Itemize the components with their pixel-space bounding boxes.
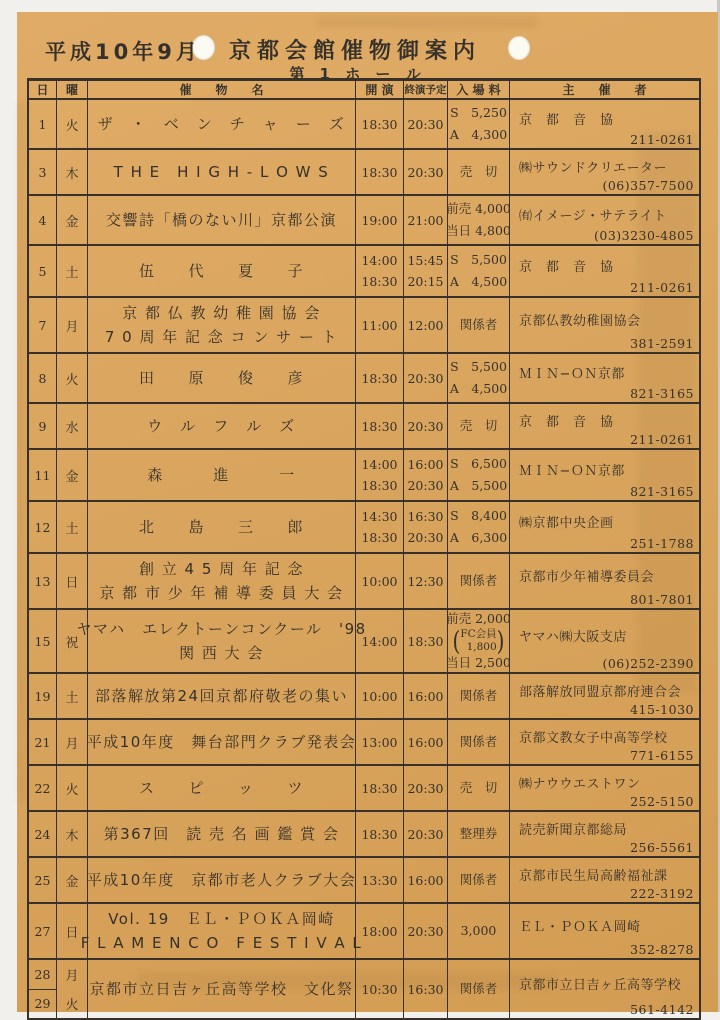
event-row	[29, 812, 699, 858]
end-time-value: 20:30	[407, 826, 444, 842]
end-time	[404, 904, 448, 958]
day-value: 28	[29, 960, 56, 990]
admission-line: S 8,400	[450, 507, 507, 523]
event-title	[88, 354, 356, 402]
day-cell: 7	[29, 298, 57, 352]
day-cell: 8	[29, 354, 57, 402]
event-title	[88, 100, 356, 148]
end-time	[404, 554, 448, 608]
end-time	[404, 960, 448, 1018]
admission-line: 売 切	[459, 779, 498, 795]
organizer-cell	[510, 354, 699, 402]
organizer-cell	[510, 150, 699, 194]
weekday-value: 火	[65, 998, 79, 1013]
header-weekday: 曜	[57, 81, 88, 98]
organizer-name: 京都仏教幼稚園協会	[519, 313, 641, 329]
event-row	[29, 766, 699, 812]
start-time	[356, 100, 404, 148]
organizer-phone: 381-2591	[630, 336, 694, 351]
weekday-cell: 金	[57, 196, 88, 244]
table-body	[29, 100, 699, 1018]
organizer-name: ㈱ナウウエストワン	[519, 776, 641, 792]
end-time-value: 15:45	[407, 252, 444, 268]
organizer-phone: 821-3165	[630, 484, 694, 499]
event-row	[29, 298, 699, 354]
organizer-name: ＭＩＮ−ＯＮ京都	[519, 366, 625, 382]
organizer-name: 京都市民生局高齢福祉課	[519, 868, 668, 884]
end-time	[404, 610, 448, 672]
weekday-cell: 火	[57, 354, 88, 402]
organizer-cell	[510, 404, 699, 448]
organizer-cell	[510, 610, 699, 672]
event-title-line: 平成10年度 舞台部門クラブ発表会	[86, 732, 357, 751]
event-title	[88, 960, 356, 1018]
admission-line: 関係者	[459, 572, 498, 588]
end-time	[404, 502, 448, 552]
admission-line: A 6,300	[449, 529, 508, 545]
organizer-name: ヤマハ㈱大阪支店	[519, 629, 627, 645]
weekday-cell: 日	[57, 904, 88, 958]
start-time-value: 19:00	[361, 212, 398, 228]
admission-cell	[448, 450, 510, 500]
end-time-value: 20:30	[407, 478, 444, 494]
end-time-value: 16:30	[407, 508, 444, 524]
end-time-value: 16:00	[407, 734, 444, 750]
organizer-phone: 211-0261	[630, 132, 694, 147]
admission-cell	[448, 246, 510, 296]
start-time	[356, 720, 404, 764]
organizer-phone: (06)357-7500	[602, 178, 694, 193]
organizer-phone: 561-4142	[630, 1002, 694, 1017]
admission-cell	[448, 196, 510, 244]
table-header	[29, 81, 699, 100]
weekday-cell: 祝	[57, 610, 88, 672]
organizer-cell	[510, 960, 699, 1018]
bleed-through-artifact	[317, 16, 537, 28]
admission-line: 前売 4,000	[446, 201, 511, 217]
start-time	[356, 960, 404, 1018]
start-time-value: 10:30	[361, 981, 398, 997]
organizer-name: 読売新聞京都総局	[519, 822, 628, 838]
organizer-name: ㈱サウンドクリエーター	[519, 160, 667, 176]
organizer-cell	[510, 720, 699, 764]
header-day: 日	[29, 81, 57, 98]
admission-line: 関係者	[459, 733, 498, 749]
event-row	[29, 150, 699, 196]
start-time-value: 18:30	[361, 780, 398, 796]
event-row	[29, 720, 699, 766]
admission-cell	[448, 298, 510, 352]
admission-line: S 6,500	[450, 455, 507, 471]
event-row	[29, 404, 699, 450]
organizer-name: 部落解放同盟京都府連合会	[519, 684, 682, 700]
event-title	[88, 858, 356, 902]
end-time-value: 20:30	[407, 370, 444, 386]
admission-cell	[448, 812, 510, 856]
start-time-value: 11:00	[361, 317, 398, 333]
event-title	[88, 150, 356, 194]
organizer-name: 京都文教女子中高等学校	[519, 730, 668, 746]
header-end: 終演予定	[404, 81, 448, 98]
end-time-value: 12:30	[407, 573, 444, 589]
organizer-name: ㈲イメージ・サテライト	[519, 208, 667, 224]
admission-line: 関係者	[459, 316, 498, 332]
end-time	[404, 766, 448, 810]
admission-cell	[448, 502, 510, 552]
event-title-line: T H E H I G H - L O W S	[113, 162, 330, 181]
paper	[17, 12, 718, 1017]
admission-line: 当日 2,500	[446, 654, 511, 670]
event-row	[29, 196, 699, 246]
event-row	[29, 502, 699, 554]
start-time	[356, 812, 404, 856]
admission-line: S 5,250	[450, 105, 507, 121]
start-time	[356, 404, 404, 448]
end-time-value: 20:30	[407, 418, 444, 434]
event-title	[88, 812, 356, 856]
end-time-value: 20:30	[407, 116, 444, 132]
event-row	[29, 450, 699, 502]
weekday-value: 月	[65, 969, 79, 984]
organizer-name: 京 都 音 協	[519, 414, 614, 430]
event-title-line: ウ ル フ ル ズ	[147, 416, 296, 435]
organizer-name: ＥＬ・ＰＯＫＡ岡崎	[519, 919, 641, 935]
admission-line: 前売 2,000	[446, 611, 511, 627]
end-time-value: 20:30	[407, 923, 444, 939]
event-title-line: ザ ・ ベ ン チ ャ ー ズ	[97, 114, 346, 133]
event-title-line: 京 都 仏 教 幼 稚 園 協 会	[122, 303, 321, 322]
admission-line: A 4,500	[449, 380, 508, 396]
admission-cell	[448, 766, 510, 810]
admission-line: 売 切	[459, 417, 498, 433]
day-cell: 25	[29, 858, 57, 902]
weekday-cell	[57, 960, 88, 1018]
event-row	[29, 904, 699, 960]
start-time-value: 10:00	[361, 688, 398, 704]
page-date: 平成10年9月	[45, 40, 201, 64]
day-cell: 19	[29, 674, 57, 718]
start-time-value: 18:30	[361, 478, 398, 494]
organizer-phone: 256-5561	[630, 840, 694, 855]
organizer-cell	[510, 246, 699, 296]
organizer-cell	[510, 502, 699, 552]
end-time-value: 21:00	[407, 212, 444, 228]
event-title	[88, 766, 356, 810]
event-title-line: 創 立 4 5 周 年 記 念	[139, 559, 304, 578]
header-start: 開 演	[356, 81, 404, 98]
organizer-phone: 771-6155	[630, 748, 694, 763]
admission-line: 関係者	[459, 871, 498, 887]
organizer-cell	[510, 766, 699, 810]
bleed-through-artifact	[17, 102, 26, 802]
start-time	[356, 196, 404, 244]
end-time-value: 20:30	[407, 780, 444, 796]
start-time-value: 18:30	[361, 274, 398, 290]
end-time	[404, 100, 448, 148]
event-title-line: 伍 代 夏 子	[138, 261, 304, 280]
event-title	[76, 610, 367, 672]
events-table	[27, 78, 701, 1020]
organizer-phone: (06)252-2390	[602, 656, 694, 671]
day-cell: 9	[29, 404, 57, 448]
event-row	[29, 100, 699, 150]
day-cell: 21	[29, 720, 57, 764]
event-title-line: 交響詩「橋のない川」京都公演	[105, 210, 337, 229]
fc-price	[460, 628, 496, 653]
header-organizer: 主 催 者	[562, 83, 647, 97]
day-cell: 13	[29, 554, 57, 608]
end-time	[404, 720, 448, 764]
fc-price-group	[452, 625, 505, 657]
event-row	[29, 610, 699, 674]
event-row	[29, 858, 699, 904]
end-time-value: 16:00	[407, 456, 444, 472]
organizer-phone: 211-0261	[630, 280, 694, 295]
day-cell: 3	[29, 150, 57, 194]
admission-line: A 4,300	[449, 126, 508, 142]
admission-cell	[448, 404, 510, 448]
end-time	[404, 354, 448, 402]
weekday-cell: 金	[57, 858, 88, 902]
punch-hole-icon	[508, 36, 530, 60]
event-title-line: 第367回 読 売 名 画 鑑 賞 会	[103, 824, 340, 843]
start-time	[356, 904, 404, 958]
end-time	[404, 858, 448, 902]
start-time-value: 18:30	[361, 418, 398, 434]
paren-open: (	[452, 625, 461, 657]
start-time	[356, 298, 404, 352]
start-time-value: 14:00	[361, 633, 398, 649]
end-time-value: 16:30	[407, 981, 444, 997]
day-value: 29	[34, 996, 51, 1012]
admission-cell	[448, 960, 510, 1018]
weekday-cell: 日	[57, 554, 88, 608]
event-row	[29, 674, 699, 720]
organizer-phone: 252-5150	[630, 794, 694, 809]
organizer-name: 京都市立日吉ヶ丘高等学校	[519, 977, 682, 993]
event-title-line: 北 島 三 郎	[138, 517, 304, 536]
organizer-cell	[510, 674, 699, 718]
start-time-value: 14:00	[361, 456, 398, 472]
day-cell: 11	[29, 450, 57, 500]
fc-value: 1,800	[466, 641, 497, 653]
header-event: 催 物 名	[88, 81, 356, 98]
start-time-value: 18:30	[361, 116, 398, 132]
end-time-value: 20:15	[407, 274, 444, 290]
admission-cell	[448, 904, 510, 958]
organizer-phone: 211-0261	[630, 432, 694, 447]
event-title-line: 平成10年度 京都市老人クラブ大会	[86, 870, 357, 889]
event-title	[88, 298, 356, 352]
start-time	[356, 450, 404, 500]
organizer-cell	[510, 100, 699, 148]
admission-cell	[448, 100, 510, 148]
admission-line: 関係者	[459, 980, 498, 996]
day-cell: 22	[29, 766, 57, 810]
event-title	[88, 246, 356, 296]
organizer-phone: 222-3192	[630, 886, 694, 901]
admission-cell	[448, 674, 510, 718]
day-cell: 1	[29, 100, 57, 148]
admission-line: A 4,500	[449, 273, 508, 289]
day-cell: 27	[29, 904, 57, 958]
start-time	[356, 674, 404, 718]
start-time-value: 13:00	[361, 734, 398, 750]
weekday-cell: 木	[57, 812, 88, 856]
event-title-line: F L A M E N C O F E S T I V A L	[80, 933, 363, 952]
end-time-value: 16:00	[407, 872, 444, 888]
end-time	[404, 246, 448, 296]
organizer-cell	[510, 904, 699, 958]
start-time	[356, 766, 404, 810]
end-time	[404, 674, 448, 718]
end-time	[404, 150, 448, 194]
admission-line: S 5,500	[450, 251, 507, 267]
weekday-cell: 金	[57, 450, 88, 500]
start-time	[356, 150, 404, 194]
start-time-value: 14:30	[361, 508, 398, 524]
organizer-cell	[510, 298, 699, 352]
admission-line: A 5,500	[449, 477, 508, 493]
start-time-value: 13:30	[361, 872, 398, 888]
header-admission: 入 場 料	[448, 81, 510, 98]
weekday-cell: 火	[57, 100, 88, 148]
event-title	[88, 450, 356, 500]
end-time-value: 20:30	[407, 530, 444, 546]
event-row	[29, 960, 699, 1018]
start-time-value: 18:30	[361, 826, 398, 842]
weekday-cell: 火	[57, 766, 88, 810]
start-time-value: 18:30	[361, 164, 398, 180]
organizer-name: ㈱京都中央企画	[519, 515, 614, 531]
organizer-cell	[510, 196, 699, 244]
end-time-value: 16:00	[407, 688, 444, 704]
weekday-cell: 木	[57, 150, 88, 194]
day-cell: 4	[29, 196, 57, 244]
day-cell: 15	[29, 610, 57, 672]
start-time-value: 18:30	[361, 370, 398, 386]
organizer-cell	[510, 554, 699, 608]
event-row	[29, 246, 699, 298]
organizer-phone: 821-3165	[630, 386, 694, 401]
event-title-line: 森 進 一	[147, 465, 296, 484]
organizer-name: ＭＩＮ−ＯＮ京都	[519, 463, 625, 479]
event-title-line: 京 都 市 少 年 補 導 委 員 大 会	[99, 583, 344, 602]
event-title-line: 田 原 俊 彦	[138, 368, 304, 387]
end-time	[404, 450, 448, 500]
hall-label: 第 1 ホ ー ル	[289, 65, 426, 83]
admission-line: S 5,500	[450, 359, 507, 375]
admission-line: 3,000	[460, 922, 497, 938]
admission-cell	[448, 354, 510, 402]
weekday-cell: 月	[57, 720, 88, 764]
organizer-phone: 415-1030	[630, 702, 694, 717]
weekday-cell: 土	[57, 246, 88, 296]
start-time-value: 14:00	[361, 252, 398, 268]
admission-line: 関係者	[459, 687, 498, 703]
end-time	[404, 298, 448, 352]
event-title	[88, 502, 356, 552]
organizer-phone: 251-1788	[630, 536, 694, 551]
day-cell: 12	[29, 502, 57, 552]
event-title	[88, 674, 356, 718]
event-row	[29, 554, 699, 610]
organizer-name: 京 都 音 協	[519, 259, 614, 275]
event-title	[88, 720, 356, 764]
organizer-phone: 801-7801	[630, 592, 694, 607]
end-time	[404, 196, 448, 244]
page-title: 京都会館催物御案内	[229, 39, 482, 64]
start-time-value: 18:30	[361, 530, 398, 546]
admission-line: 整理券	[459, 825, 498, 841]
fc-label: FC会員	[460, 628, 497, 641]
start-time-value: 10:00	[361, 573, 398, 589]
admission-line: 売 切	[459, 163, 498, 179]
weekday-cell: 水	[57, 404, 88, 448]
admission-cell	[448, 150, 510, 194]
event-row	[29, 354, 699, 404]
event-title-line: ス ピ ッ ツ	[138, 778, 304, 797]
organizer-name: 京 都 音 協	[519, 112, 614, 128]
organizer-phone: (03)3230-4805	[593, 228, 694, 243]
organizer-cell	[510, 858, 699, 902]
start-time	[356, 246, 404, 296]
paren-close: )	[496, 625, 505, 657]
event-title-line: ヤマハ エレクトーンコンクール '98	[76, 619, 367, 638]
organizer-phone: 352-8278	[630, 942, 694, 957]
event-title	[80, 904, 363, 958]
admission-line: 当日 4,800	[446, 222, 511, 238]
end-time-value: 18:30	[407, 633, 444, 649]
admission-cell	[448, 720, 510, 764]
day-cell: 5	[29, 246, 57, 296]
organizer-cell	[510, 812, 699, 856]
start-time	[356, 610, 404, 672]
event-title-line: 関 西 大 会	[179, 643, 264, 662]
start-time	[356, 554, 404, 608]
organizer-name: 京都市少年補導委員会	[519, 569, 655, 585]
event-title-line: 7 0 周 年 記 念 コ ン サ ー ト	[104, 327, 339, 346]
end-time-value: 20:30	[407, 164, 444, 180]
weekday-cell: 土	[57, 502, 88, 552]
event-title	[88, 196, 356, 244]
start-time	[356, 502, 404, 552]
event-title-line: Vol. 19 ＥＬ・ＰＯＫＡ岡崎	[108, 909, 335, 928]
end-time	[404, 404, 448, 448]
event-title	[88, 404, 356, 448]
event-title	[88, 554, 356, 608]
start-time	[356, 354, 404, 402]
day-cell	[29, 960, 57, 1018]
end-time-value: 12:00	[407, 317, 444, 333]
start-time-value: 18:00	[361, 923, 398, 939]
end-time	[404, 812, 448, 856]
start-time	[356, 858, 404, 902]
organizer-cell	[510, 450, 699, 500]
day-cell: 24	[29, 812, 57, 856]
admission-cell	[448, 554, 510, 608]
weekday-cell: 土	[57, 674, 88, 718]
admission-cell	[448, 610, 510, 672]
admission-cell	[448, 858, 510, 902]
event-title-line: 京都市立日吉ヶ丘高等学校 文化祭	[89, 979, 354, 998]
event-title-line: 部落解放第24回京都府敬老の集い	[94, 686, 349, 705]
weekday-cell: 月	[57, 298, 88, 352]
